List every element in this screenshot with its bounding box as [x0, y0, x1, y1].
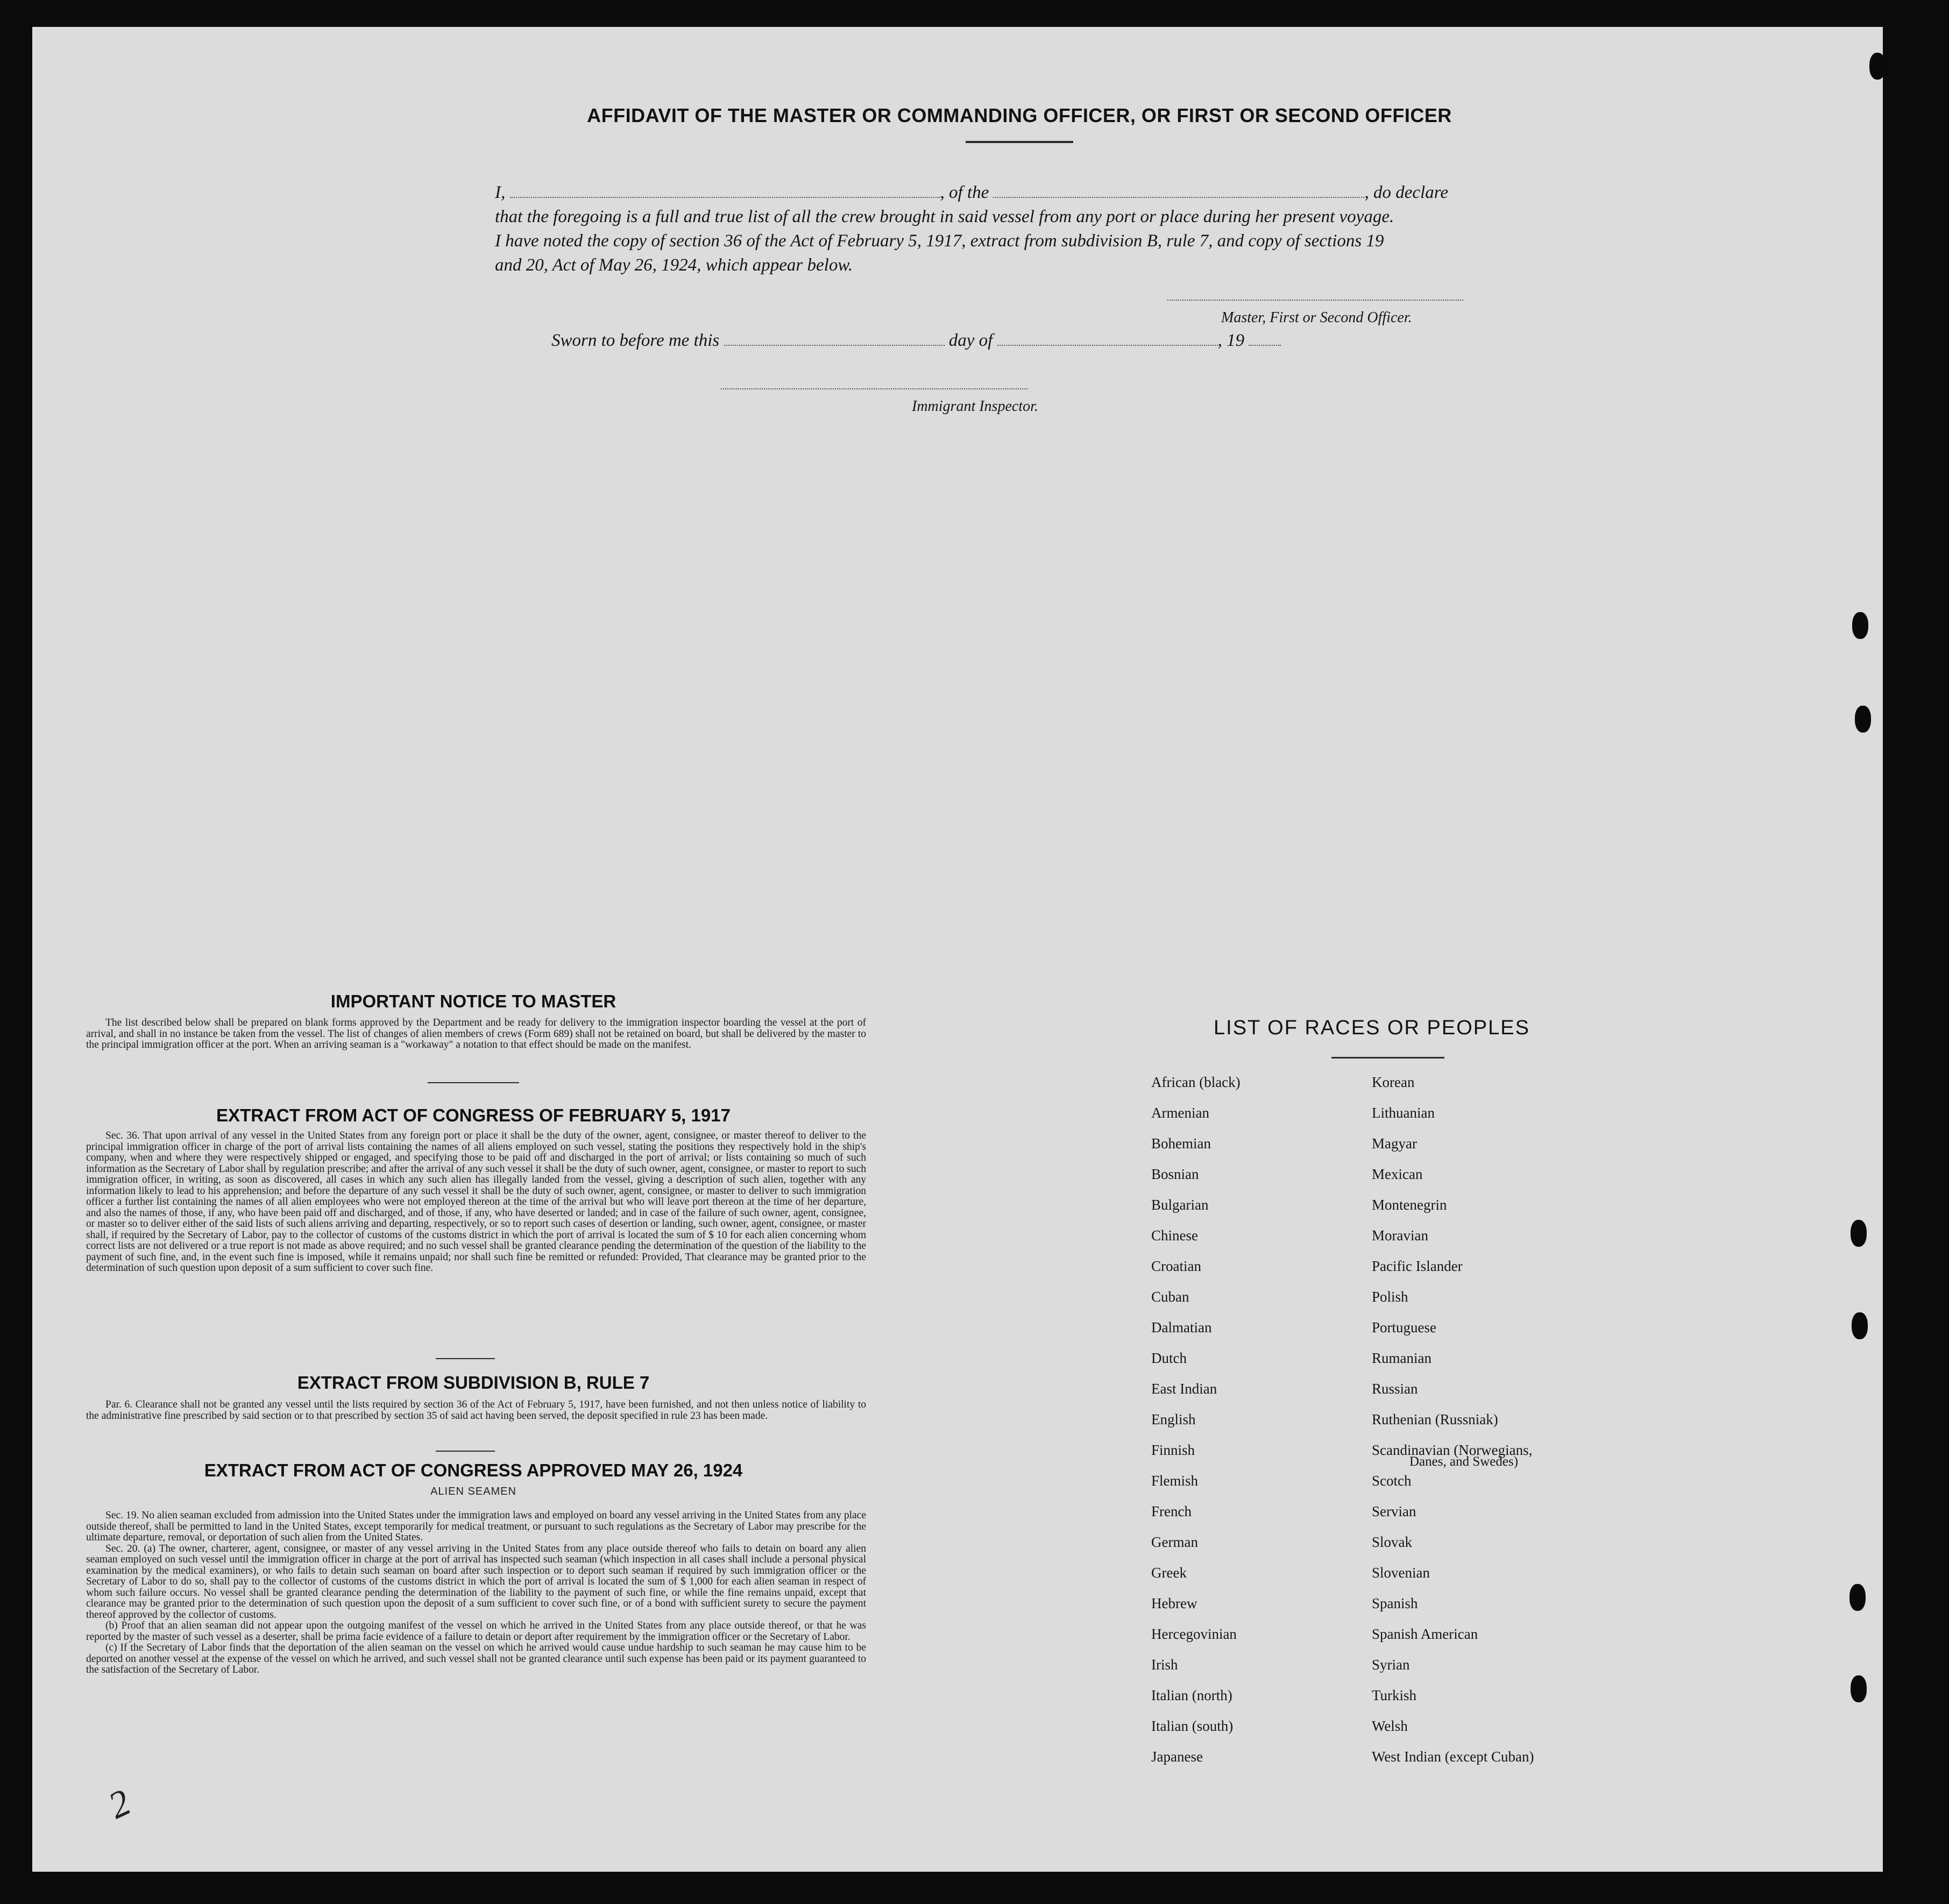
race-item-continuation: Danes, and Swedes) — [1409, 1454, 1519, 1469]
race-item: Italian (south) — [1151, 1718, 1234, 1734]
race-item: Croatian — [1151, 1258, 1201, 1274]
extract-1924-text — [86, 1510, 866, 1676]
sworn-day-field[interactable] — [724, 332, 945, 346]
sworn-month-field[interactable] — [997, 332, 1218, 346]
sec-20a: Sec. 20. (a) The owner, charterer, agent, consignee, or master of any vessel arriving in the United States from any place outside thereof who fails to detain on board any alien seaman employed on such vessel until the immigration officer in charge at the port of arrival has inspected such seaman (which inspection in all cases shall include a personal physical examination by the medical examiners), or who fails to detain such seaman on board after such inspection or to deport such seaman if required by such immigration officer or the Secretary of Labor to do so, shall pay to the collector of customs of the customs district in which the port of arrival is located the sum of $ 1,000 for each alien seaman in respect of whom such failure occurs. No vessel shall be granted clearance pending the determination of the liability to the payment of such fine, or while the fine remains unpaid, except that clearance may be granted prior to the determination of such question upon the deposit of a sum sufficient to cover such fine, or of a bond with sufficient surety to secure the payment thereof approved by the collector of customs. — [86, 1543, 866, 1621]
sworn-year-field[interactable] — [1249, 332, 1281, 346]
race-item: Dalmatian — [1151, 1319, 1212, 1335]
race-item: Mexican — [1372, 1166, 1423, 1182]
race-item: Turkish — [1372, 1687, 1417, 1703]
punch-hole — [1869, 53, 1883, 80]
punch-hole — [1849, 1584, 1866, 1611]
inspector-signature-line[interactable] — [721, 387, 1027, 389]
punch-hole — [1855, 706, 1871, 733]
affidavit-title: AFFIDAVIT OF THE MASTER OR COMMANDING OFFICER, OR FIRST OR SECOND OFFICER — [587, 104, 1452, 126]
race-item: Dutch — [1151, 1350, 1187, 1366]
race-item: Russian — [1372, 1381, 1418, 1397]
race-item: English — [1151, 1411, 1196, 1427]
name-field[interactable] — [510, 184, 940, 198]
handwritten-mark: 2 — [102, 1781, 137, 1827]
divider — [966, 141, 1073, 143]
affidavit-line-1: I, , of the , do declare — [495, 183, 1448, 202]
race-item: Hercegovinian — [1151, 1626, 1237, 1642]
affidavit-line-2: that the foregoing is a full and true list of all the crew brought in said vessel from any port or place during her present voyage. — [495, 207, 1394, 226]
divider — [1331, 1057, 1444, 1058]
divider — [436, 1358, 495, 1359]
race-item: Armenian — [1151, 1105, 1209, 1121]
races-title: LIST OF RACES OR PEOPLES — [1214, 1017, 1530, 1039]
punch-hole — [1852, 612, 1868, 639]
notice-text: The list described below shall be prepared on blank forms approved by the Department and be ready for delivery to the immigration inspector boarding the vessel at the port of arrival, and shall in no instance be taken from the vessel. The list of changes of alien members of crews (Form 689) shall not be retained on board, but shall be delivered by the master to the principal immigration officer at the port. When an arriving seaman is a "workaway" a notation to that effect should be made on the manifest. — [86, 1017, 866, 1050]
rule7-text: Par. 6. Clearance shall not be granted any vessel until the lists required by section 36 of the Act of February 5, 1917, have been furnished, and not then unless notice of liability to the administrative fine prescribed by said section or to that prescribed by section 35 of said act having been served, the deposit specified in rule 23 has been made. — [86, 1399, 866, 1422]
race-item: Irish — [1151, 1657, 1178, 1673]
affidavit-line-4: and 20, Act of May 26, 1924, which appear below. — [495, 255, 853, 275]
race-item: Ruthenian (Russniak) — [1372, 1411, 1498, 1427]
punch-hole — [1852, 1312, 1868, 1339]
extract-1917-text: Sec. 36. That upon arrival of any vessel in the United States from any foreign port or place it shall be the duty of the owner, agent, consignee, or master thereof to deliver to the principal immigration officer in charge of the port of arrival lists containing the names of all aliens employed on such vessel, stating the positions they respectively hold in the ship's company, when and where they were respectively shipped or engaged, and specifying those to be paid off and discharged in the port of arrival; or lists containing so much of such information as the Secretary of Labor shall by regulation prescribe; and after the arrival of any such vessel it shall be the duty of such owner, agent, consignee, or master to report to such immigration officer, in writing, as soon as discovered, all cases in which any such alien has illegally landed from the vessel, giving a description of such alien, together with any information likely to lead to his apprehension; and before the departure of any such vessel it shall be the duty of such owner, agent, consignee, or master to deliver to such immigration officer a further list containing the names of all alien employees who were not employed thereon at the time of the arrival but who will leave port thereon at the time of her departure, and also the names of those, if any, who have been paid off and discharged, and of those, if any, who have deserted or landed; and in case of the failure of such owner, agent, consignee, or master so to deliver either of the said lists of such aliens arriving and departing, respectively, or so to report such cases of desertion or landing, such owner, agent, consignee, or master shall, if required by the Secretary of Labor, pay to the collector of customs of the customs district in which the port of arrival is located the sum of $ 10 for each alien concerning whom correct lists are not delivered or a true report is not made as above required; and no such vessel shall be granted clearance pending the determination of the question of the liability to the payment of such fine, and, in the event such fine is imposed, while it remains unpaid; nor shall such fine be remitted or refunded: Provided, That clearance may be granted prior to the determination of such question upon deposit of a sum sufficient to cover such fine. — [86, 1130, 866, 1274]
extract-1917-title: EXTRACT FROM ACT OF CONGRESS OF FEBRUARY 5, 1917 — [216, 1105, 731, 1125]
race-item: Moravian — [1372, 1227, 1428, 1244]
vessel-field[interactable] — [993, 184, 1364, 198]
divider — [436, 1451, 495, 1452]
race-item: Hebrew — [1151, 1595, 1197, 1611]
race-item: Spanish American — [1372, 1626, 1478, 1642]
race-item: Bosnian — [1151, 1166, 1199, 1182]
master-signature-label: Master, First or Second Officer. — [1221, 309, 1412, 326]
punch-hole — [1851, 1220, 1867, 1247]
race-item: Polish — [1372, 1289, 1408, 1305]
sworn-line: Sworn to before me this day of , 19 — [551, 331, 1281, 351]
race-item: Portuguese — [1372, 1319, 1436, 1335]
document-page — [32, 27, 1883, 1872]
race-item: Greek — [1151, 1565, 1187, 1581]
extract-1924-title: EXTRACT FROM ACT OF CONGRESS APPROVED MAY 26, 1924 — [204, 1460, 743, 1480]
race-item: German — [1151, 1534, 1198, 1550]
race-item: Pacific Islander — [1372, 1258, 1463, 1274]
alien-seamen-subtitle: ALIEN SEAMEN — [430, 1486, 516, 1497]
races-left-column — [1151, 1075, 1241, 1780]
sec-20b: (b) Proof that an alien seaman did not appear upon the outgoing manifest of the vessel on which he arrived in the United States from any place outside thereof, or that he was reported by the master of such vessel as a deserter, shall be prima facie evidence of a failure to detain or deport after requirement by the immigration officer or the Secretary of Labor. — [86, 1620, 866, 1643]
race-item: Flemish — [1151, 1473, 1199, 1489]
race-item: Lithuanian — [1372, 1105, 1435, 1121]
race-item: Spanish — [1372, 1595, 1418, 1611]
notice-title: IMPORTANT NOTICE TO MASTER — [330, 991, 616, 1011]
punch-hole — [1851, 1675, 1867, 1702]
race-item: African (black) — [1151, 1074, 1241, 1090]
race-item: East Indian — [1151, 1381, 1217, 1397]
race-item: Finnish — [1151, 1442, 1195, 1458]
race-item: Bohemian — [1151, 1135, 1211, 1152]
race-item: West Indian (except Cuban) — [1372, 1749, 1534, 1765]
race-item: Italian (north) — [1151, 1687, 1232, 1703]
affidavit-line-3: I have noted the copy of section 36 of the Act of February 5, 1917, extract from subdivision B, rule 7, and copy of sections 19 — [495, 231, 1384, 251]
race-item: Servian — [1372, 1503, 1416, 1519]
sec-19: Sec. 19. No alien seaman excluded from admission into the United States under the immigration laws and employed on board any vessel arriving in the United States from any place outside thereof, shall be permitted to land in the United States, except temporarily for medical treatment, or pursuant to such regulations as the Secretary of Labor may prescribe for the ultimate departure, removal, or deportation of such alien from the United States. — [86, 1510, 866, 1543]
race-item: Scotch — [1372, 1473, 1412, 1489]
race-item: Chinese — [1151, 1227, 1198, 1244]
rule7-title: EXTRACT FROM SUBDIVISION B, RULE 7 — [297, 1373, 650, 1393]
race-item: Rumanian — [1372, 1350, 1431, 1366]
race-item: Welsh — [1372, 1718, 1408, 1734]
race-item: Korean — [1372, 1074, 1415, 1090]
races-right-column — [1372, 1075, 1534, 1780]
race-item: Montenegrin — [1372, 1197, 1447, 1213]
race-item: Syrian — [1372, 1657, 1410, 1673]
race-item: Bulgarian — [1151, 1197, 1209, 1213]
race-item: Cuban — [1151, 1289, 1189, 1305]
divider — [428, 1082, 519, 1083]
sec-20c: (c) If the Secretary of Labor finds that the deportation of the alien seaman on the vessel on which he arrived would cause undue hardship to such seaman he may cause him to be deported on another vessel at the expense of the vessel on which he arrived, and such vessel shall not be granted clearance until such expense has been paid or its payment guaranteed to the satisfaction of the Secretary of Labor. — [86, 1642, 866, 1675]
race-item: Japanese — [1151, 1749, 1203, 1765]
inspector-signature-label: Immigrant Inspector. — [912, 398, 1038, 415]
race-item: Slovenian — [1372, 1565, 1430, 1581]
race-item: French — [1151, 1503, 1192, 1519]
race-item: Scandinavian (Norwegians, Danes, and Swedes) — [1372, 1442, 1533, 1469]
race-item: Magyar — [1372, 1135, 1417, 1152]
master-signature-line[interactable] — [1167, 299, 1463, 301]
race-item: Slovak — [1372, 1534, 1413, 1550]
